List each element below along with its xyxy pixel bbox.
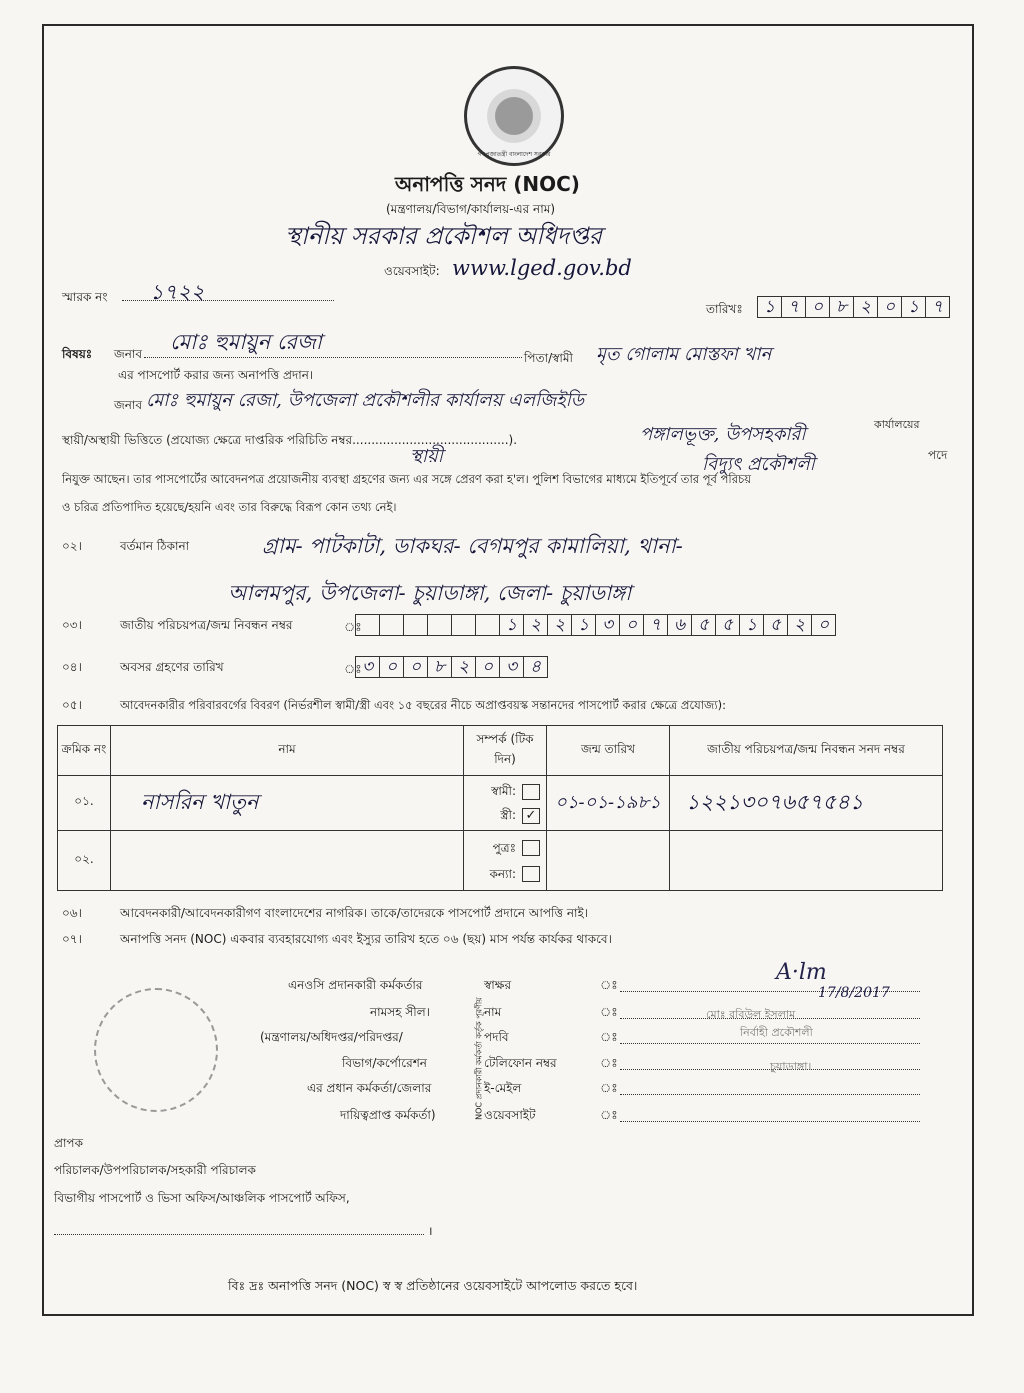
citizen-text: আবেদনকারী/আবেদনকারীগণ বাংলাদেশের নাগরিক। তাকে/তাদেরকে পাসপোর্ট প্রদানে আপত্তি নাই। [120,906,589,920]
date-digit-box: ৭ [925,296,950,318]
father-label: পিতা/স্বামী [524,351,573,365]
signature-field-colon: ঃ [600,978,618,992]
nid-colon: ঃ [344,620,362,634]
table-header-row [58,726,943,776]
id-value: স্থায়ী [410,446,443,467]
recipient-line-1: পরিচালক/উপপরিচালক/সহকারী পরিচালক [54,1163,256,1177]
form-subtitle: (মন্ত্রণালয়/বিভাগ/কার্যালয়-এর নাম) [386,202,556,216]
retire-label: অবসর গ্রহণের তারিখ [120,660,224,674]
retire-digit-box: ০ [379,656,404,678]
signature-field-colon: ঃ [600,1081,618,1095]
item-03-number: ০৩। [62,618,82,632]
recipient-line-end: । [428,1224,433,1238]
signature-field-label: ই-মেইল [484,1081,522,1095]
janab-label: জনাব [114,347,143,361]
retire-digit-box: ৩ [355,656,380,678]
retire-digit-box: ৮ [427,656,452,678]
nid-digit-box: ৫ [691,614,716,636]
row-serial: ০২. [58,831,111,891]
issuer-label-3: (মন্ত্রণালয়/অধিদপ্তর/পরিদপ্তর/ [260,1030,403,1044]
row-serial: ০১. [58,776,111,831]
office-name: স্থানীয় সরকার প্রকৌশল অধিদপ্তর [285,222,603,250]
date-digit-box: ১ [901,296,926,318]
nid-digit-box: ০ [811,614,836,636]
row-name: নাসরিন খাতুন [141,789,259,814]
designation-value: বিদ্যুৎ প্রকৌশলী [702,454,815,475]
signature-field-colon: ঃ [600,1056,618,1070]
form-title: অনাপত্তি সনদ (NOC) [395,172,580,196]
row-dob [547,831,670,891]
officer-signature: A·lm [776,960,827,985]
relation-husband-checkbox[interactable] [522,784,540,800]
retire-digit-box: ৩ [499,656,524,678]
nid-digit-box: ৫ [763,614,788,636]
table-row [58,776,943,831]
issuer-label-5: এর প্রধান কর্মকর্তা/জেলার [307,1081,432,1095]
family-label: আবেদনকারীর পরিবারবর্গের বিবরণ (নির্ভরশীল স্বামী/স্ত্রী এবং ১৫ বছরের নীচে অপ্রাপ্তবয়স্ক সন্তানদের পাসপোর্ট করার ক্ষেত্রে প্রযোজ্য): [120,698,727,712]
relation-daughter-checkbox[interactable] [522,866,540,882]
recipient-address-line [54,1226,424,1235]
address-line-2: আলমপুর, উপজেলা- চুয়াডাঙ্গা, জেলা- চুয়াডাঙ্গা [228,581,632,605]
office-round-stamp [94,988,218,1112]
nid-digit-box [355,614,380,636]
signature-field-colon: ঃ [600,1030,618,1044]
item-02-number: ০২। [62,539,82,553]
nid-digit-box: ৭ [643,614,668,636]
issuer-label-6: দায়িত্বপ্রাপ্ত কর্মকর্তা) [340,1108,436,1122]
body-para-1: নিযুক্ত আছেন। তার পাসপোর্টের আবেদনপত্র প্রয়োজনীয় ব্যবস্থা গ্রহণের জন্য এর সঙ্গে প্রেরণ করা হ'ল। পুলিশ বিভাগের মাধ্যমে ইতিপূর্বে তার পূর্ব পরিচয় [62,472,752,486]
relation-son-checkbox[interactable] [522,840,540,856]
applicant-name: মোঃ হুমায়ুন রেজা [170,330,322,354]
relation-wife-label: স্ত্রী: [500,808,516,822]
date-digit-box: ২ [853,296,878,318]
date-digit-box: ৮ [829,296,854,318]
item-04-number: ০৪। [62,660,82,674]
row-nid: ১২২১৩০৭৬৫৭৫৪১ [686,789,864,814]
nid-digit-box: ৫ [715,614,740,636]
issuer-label-2: নামসহ সীল। [370,1005,430,1019]
header-relation: সম্পর্ক (টিক দিন) [464,726,547,776]
memo-label: স্মারক নং [62,290,108,304]
government-seal [464,66,564,166]
issuer-label-1: এনওসি প্রদানকারী কর্মকর্তার [288,978,423,992]
subject-line2: এর পাসপোর্ট করার জন্য অনাপত্তি প্রদান। [118,368,314,382]
issue-date-boxes [758,296,950,318]
stamp-name: মোঃ রবিউল ইসলাম [706,1008,796,1021]
retire-digit-box: ২ [451,656,476,678]
retire-boxes [356,656,548,678]
memo-number: ১৭২২ [150,280,205,304]
relation-daughter-label: কন্যা: [489,866,516,881]
recipient-line-2: বিভাগীয় পাসপোর্ট ও ভিসা অফিস/আঞ্চলিক পাসপোর্ট অফিস, [54,1191,350,1205]
header-name: নাম [111,726,464,776]
nid-digit-box: ০ [619,614,644,636]
seal-text: গণপ্রজাতন্ত্রী বাংলাদেশ সরকার [477,151,551,158]
nid-digit-box: ২ [547,614,572,636]
row-dob: ০১-০১-১৯৮১ [555,791,661,813]
retire-colon: ঃ [344,662,362,676]
row-nid [670,831,943,891]
relation-husband-label: স্বামী: [491,784,516,798]
nid-digit-box [451,614,476,636]
nid-digit-box: ১ [499,614,524,636]
retire-digit-box: ০ [475,656,500,678]
validity-text: অনাপত্তি সনদ (NOC) একবার ব্যবহারযোগ্য এবং ইস্যুর তারিখ হতে ০৬ (ছয়) মাস পর্যন্ত কার্যকর থাকবে। [120,932,612,946]
website-label: ওয়েবসাইট: [384,264,440,278]
nid-boxes [356,614,836,636]
date-digit-box: ১ [757,296,782,318]
nid-digit-box [379,614,404,636]
family-table [57,725,943,891]
nid-digit-box: ৬ [667,614,692,636]
website-value: www.lged.gov.bd [452,256,632,280]
id-line: স্থায়ী/অস্থায়ী ভিত্তিতে (প্রযোজ্য ক্ষেত্রে দাপ্তরিক পরিচিতি নম্বর.........................................). [62,433,518,447]
stamp-title: নির্বাহী প্রকৌশলী [740,1026,813,1039]
item-07-number: ০৭। [62,932,82,946]
signature-field-label: ওয়েবসাইট [484,1108,536,1122]
applicant-office: মোঃ হুমায়ুন রেজা, উপজেলা প্রকৌশলীর কার্যালয় এলজিইডি [146,390,585,411]
row-name [111,831,464,891]
retire-digit-box: ৪ [523,656,548,678]
date-label: তারিখঃ [706,302,743,316]
nid-digit-box: ২ [787,614,812,636]
signature-field-colon: ঃ [600,1108,618,1122]
address-label: বর্তমান ঠিকানা [120,539,190,553]
signature-field-label: স্বাক্ষর [484,978,512,992]
recipient-label: প্রাপক [54,1136,83,1150]
date-digit-box: ০ [805,296,830,318]
header-dob: জন্ম তারিখ [547,726,670,776]
janab-label-2: জনাব [114,398,143,412]
nid-digit-box: ২ [523,614,548,636]
address-line-1: গ্রাম- পাটকাটা, ডাকঘর- বেগমপুর কামালিয়া, থানা- [262,534,683,558]
pode-label: পদে [928,448,948,462]
stamp-place: চুয়াডাঙ্গা। [770,1060,812,1073]
nid-label: জাতীয় পরিচয়পত্র/জন্ম নিবন্ধন নম্বর [120,618,293,632]
office-value: পঙ্গালভূক্ত, উপসহকারী [640,424,806,445]
header-nid: জাতীয় পরিচয়পত্র/জন্ম নিবন্ধন সনদ নম্বর [670,726,943,776]
signature-field-label: টেলিফোন নম্বর [484,1056,557,1070]
vertical-note: NOC প্রদানকারী কর্মকর্তা কর্তৃক পূরণীয় [474,997,484,1120]
issuer-label-4: বিভাগ/কর্পোরেশন [342,1056,427,1070]
subject-label: বিষয়ঃ [62,347,93,361]
nid-digit-box: ১ [739,614,764,636]
karyalay-label: কার্যালয়ের [874,418,920,431]
nid-digit-box [403,614,428,636]
signature-field-line [620,1111,920,1122]
relation-wife-checkbox[interactable]: ✓ [522,808,540,824]
table-row [58,831,943,891]
relation-son-label: পুত্রঃ [492,840,516,855]
father-name: মৃত গোলাম মোস্তফা খান [596,344,772,365]
date-digit-box: ০ [877,296,902,318]
item-06-number: ০৬। [62,906,82,920]
item-05-number: ০৫। [62,698,82,712]
footer-note: বিঃ দ্রঃ অনাপত্তি সনদ (NOC) স্ব স্ব প্রতিষ্ঠানের ওয়েবসাইটে আপলোড করতে হবে। [228,1278,638,1293]
nid-digit-box: ৩ [595,614,620,636]
signature-field-label: পদবি [484,1030,509,1044]
nid-digit-box: ১ [571,614,596,636]
header-serial: ক্রমিক নং [58,726,111,776]
retire-digit-box: ০ [403,656,428,678]
nid-digit-box [475,614,500,636]
date-digit-box: ৭ [781,296,806,318]
nid-digit-box [427,614,452,636]
body-para-2: ও চরিত্র প্রতিপাদিত হয়েছে/হয়নি এবং তার বিরুদ্ধে বিরূপ কোন তথ্য নেই। [62,500,397,514]
signature-field-colon: ঃ [600,1005,618,1019]
signature-date: 17/8/2017 [818,985,890,1001]
signature-field-label: নাম [484,1005,502,1019]
signature-field-line [620,1084,920,1095]
